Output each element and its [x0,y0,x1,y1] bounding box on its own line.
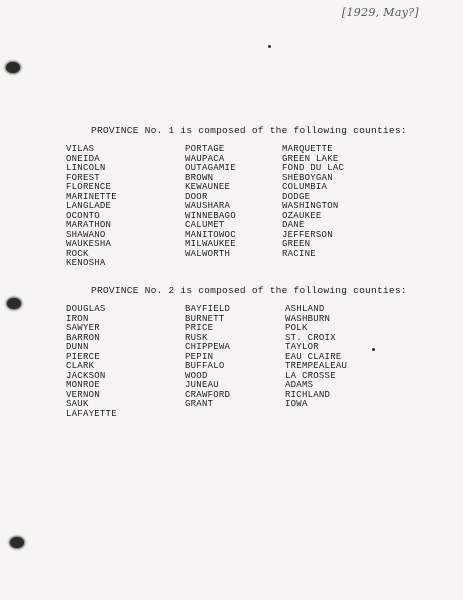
county-name: CRAWFORD [185,389,231,400]
county-name: PRICE [185,323,214,333]
ink-speck [372,348,375,351]
county-name: MARINETTE [66,191,117,202]
county-name: SAUK [66,399,89,409]
county-name: WASHBURN [285,313,331,324]
county-name: OUTAGAMIE [185,163,236,173]
county-name: JUNEAU [185,380,219,390]
county-name: FLORENCE [66,182,112,192]
county-name: LAFAYETTE [66,408,117,419]
county-name: JEFFERSON [282,229,333,240]
county-name: FOREST [66,172,100,183]
county-name: GRANT [185,399,214,409]
county-name: CLARK [66,361,95,371]
county-name: RICHLAND [285,389,331,400]
county-name: EAU CLAIRE [285,351,342,362]
county-name: GREEN [282,239,311,249]
county-name: BURNETT [185,313,225,324]
county-name: ONEIDA [66,153,100,164]
province-2-column-3 [285,305,347,410]
county-name: VILAS [66,144,95,154]
county-name: PIERCE [66,351,100,362]
county-name: DANE [282,220,305,230]
county-name: ST. CROIX [285,332,336,343]
province-1-column-2 [185,145,236,259]
county-name: MANITOWOC [185,229,236,240]
county-name: JACKSON [66,370,106,381]
province-1-column-3 [282,145,344,259]
punch-hole-middle [7,298,21,309]
county-name: ASHLAND [285,304,325,314]
county-name: RACINE [282,248,316,259]
county-name: CHIPPEWA [185,342,231,352]
county-name: WAUPACA [185,153,225,164]
county-name: WALWORTH [185,248,231,259]
county-name: POLK [285,323,308,333]
county-name: DODGE [282,191,311,202]
county-name: LA CROSSE [285,370,336,381]
date-annotation: [1929, May?] [341,6,419,19]
county-name: ROCK [66,248,89,259]
county-name: OZAUKEE [282,210,322,221]
county-name: KEWAUNEE [185,182,231,192]
county-name: KENOSHA [66,258,106,268]
county-name: MARATHON [66,220,112,230]
county-name: DOUGLAS [66,304,106,314]
ink-speck [268,45,271,48]
county-name: LANGLADE [66,201,112,211]
province-2-column-2 [185,305,230,410]
county-name: OCONTO [66,210,100,221]
county-name: WOOD [185,370,208,381]
county-name: PORTAGE [185,144,225,154]
county-name: COLUMBIA [282,182,328,192]
province-1-column-1 [66,145,117,269]
county-name: VERNON [66,389,100,400]
county-name: ADAMS [285,380,314,390]
county-name: DOOR [185,191,208,202]
county-name: MILWAUKEE [185,239,236,249]
county-name: TREMPEALEAU [285,361,348,371]
county-name: BARRON [66,332,100,343]
province-1-heading: PROVINCE No. 1 is composed of the following counties: [91,125,407,136]
county-name: IRON [66,313,89,324]
county-name: BAYFIELD [185,304,231,314]
punch-hole-top [6,62,20,73]
county-name: GREEN LAKE [282,153,339,164]
punch-hole-bottom [10,537,24,548]
county-name: CALUMET [185,220,225,230]
county-name: BROWN [185,172,214,183]
county-name: MONROE [66,380,100,390]
county-name: WAUKESHA [66,239,112,249]
county-name: FOND DU LAC [282,163,345,173]
county-name: WINNEBAGO [185,210,236,221]
county-name: MARQUETTE [282,144,333,154]
county-name: SHEBOYGAN [282,172,333,183]
province-2-heading: PROVINCE No. 2 is composed of the following counties: [91,285,407,296]
county-name: IOWA [285,399,308,409]
county-name: PEPIN [185,351,214,362]
province-2-column-1 [66,305,117,419]
county-name: SHAWANO [66,229,106,240]
county-name: WAUSHARA [185,201,231,211]
county-name: BUFFALO [185,361,225,371]
county-name: DUNN [66,342,89,352]
county-name: SAWYER [66,323,100,333]
county-name: TAYLOR [285,342,319,352]
county-name: WASHINGTON [282,201,339,211]
county-name: LINCOLN [66,163,106,173]
county-name: RUSK [185,332,208,343]
